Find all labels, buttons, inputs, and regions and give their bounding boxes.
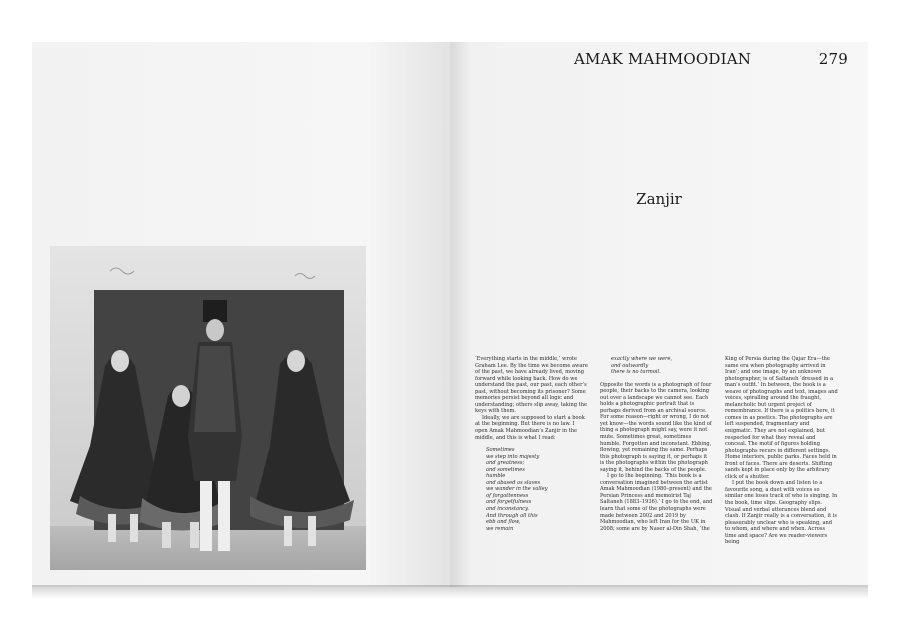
poem-line: we step into majesty [486,453,540,460]
poem-line: and inconstancy. [486,506,529,513]
author-name: AMAK MAHMOODIAN [574,50,752,68]
left-page [32,42,450,587]
spread-shadow [32,585,868,599]
poem-line: we remain [486,525,514,532]
article-title: Zanjir [636,190,682,208]
poem-line: we wander in the valley [486,486,548,493]
poem-line: and abased as slaves [486,479,541,486]
poem-line: And through all this [486,512,538,519]
poem-line: humble [486,473,506,480]
paragraph: I put the book down and listen to a favourite song, a duet with voices so similar one loses track of who is singing. In the book, time slips. Geography slips. Visual and verbal utterances blend and clash. If Zanjir really is a conversation, it is pleasurably unclear who is speaking, and to whom, and where and when. Across time and space? Are we reader-viewers being [725,480,838,546]
poem-line: there is no turmoil. [611,369,661,376]
paragraph: I go to the beginning. ‘This book is a conversation imagined between the artist Amak Mahmoodian (1980–present) and the Persian Princess and memoirist Taj Saltaneh (1883–1936).’ I go to the end, and learn that some of the photographs were made between 2002 and 2019 by Mahmoodian, who left Iran for the UK in 2008; some are by Naser al-Din Shah, ‘the [600,473,713,532]
poem-excerpt [486,447,588,532]
poem-line: of forgottenness [486,492,529,499]
paragraph: King of Persia during the Qajar Era—the same era when photography arrived in Iran’; and one image, by an unknown photographer, is of Saltaneh ‘dressed in a man’s outfit.’ In between, the book is a weave of photographs and text, images and voices, spiralling around the fraught, melancholic but urgent project of remembrance. If there is a politics here, it comes in as poetics. The photographs are left suspended, fragmentary and enigmatic. They are not explained, but respected for what they reveal and conceal. The motif of figures holding photographs recurs in different settings. Home interiors, public parks. Faces held in front of faces. There are deserts. Shifting sands kept in place only by the arbitrary click of a shutter. [725,356,838,480]
poem-line: Sometimes [486,447,515,454]
photograph-four-figures-image [50,246,366,570]
poem-line: and outwardly [611,362,649,369]
archival-photograph [50,246,366,570]
paragraph: Ideally, we are supposed to start a book at the beginning. But there is no law. I open Amak Mahmoodian’s Zanjir in the middle, and this is what I read: [475,414,585,441]
text-column-3 [725,356,838,546]
poem-excerpt-continued [611,356,713,376]
poem-line: and forgetfulness [486,499,532,506]
poem-line: and greatness; [486,460,525,467]
poem-line: exactly where we were, [611,356,673,362]
paragraph: ‘Everything starts in the middle,’ wrote Graham Lee. By the time we become aware of the past, we have already lived, moving forward while looking back. How do we understand the past, our past, each other’s past, without becoming its prisoner? Some memories persist beyond all logic and understanding; others slip away, taking the keys with them. [475,356,588,415]
text-column-1 [475,356,588,532]
paragraph: Opposite the words is a photograph of four people, their backs to the camera, looking out over a landscape we cannot see. Each holds a photographic portrait that is perhaps derived from an archival source. For some reason—right or wrong, I do not yet know—the words sound like the kind of thing a photograph might say, were it not mute. Sometimes great, sometimes humble. Forgotten and inconstant. Ebbing, flowing, yet remaining the same. Perhaps this photograph is saying it, or perhaps it is the photographs within the photograph saying it, behind the backs of the people. [600,381,712,473]
poem-line: ebb and flow, [486,519,521,526]
poem-line: and sometimes [486,466,525,473]
page-number: 279 [818,50,848,68]
text-column-2 [600,356,713,532]
